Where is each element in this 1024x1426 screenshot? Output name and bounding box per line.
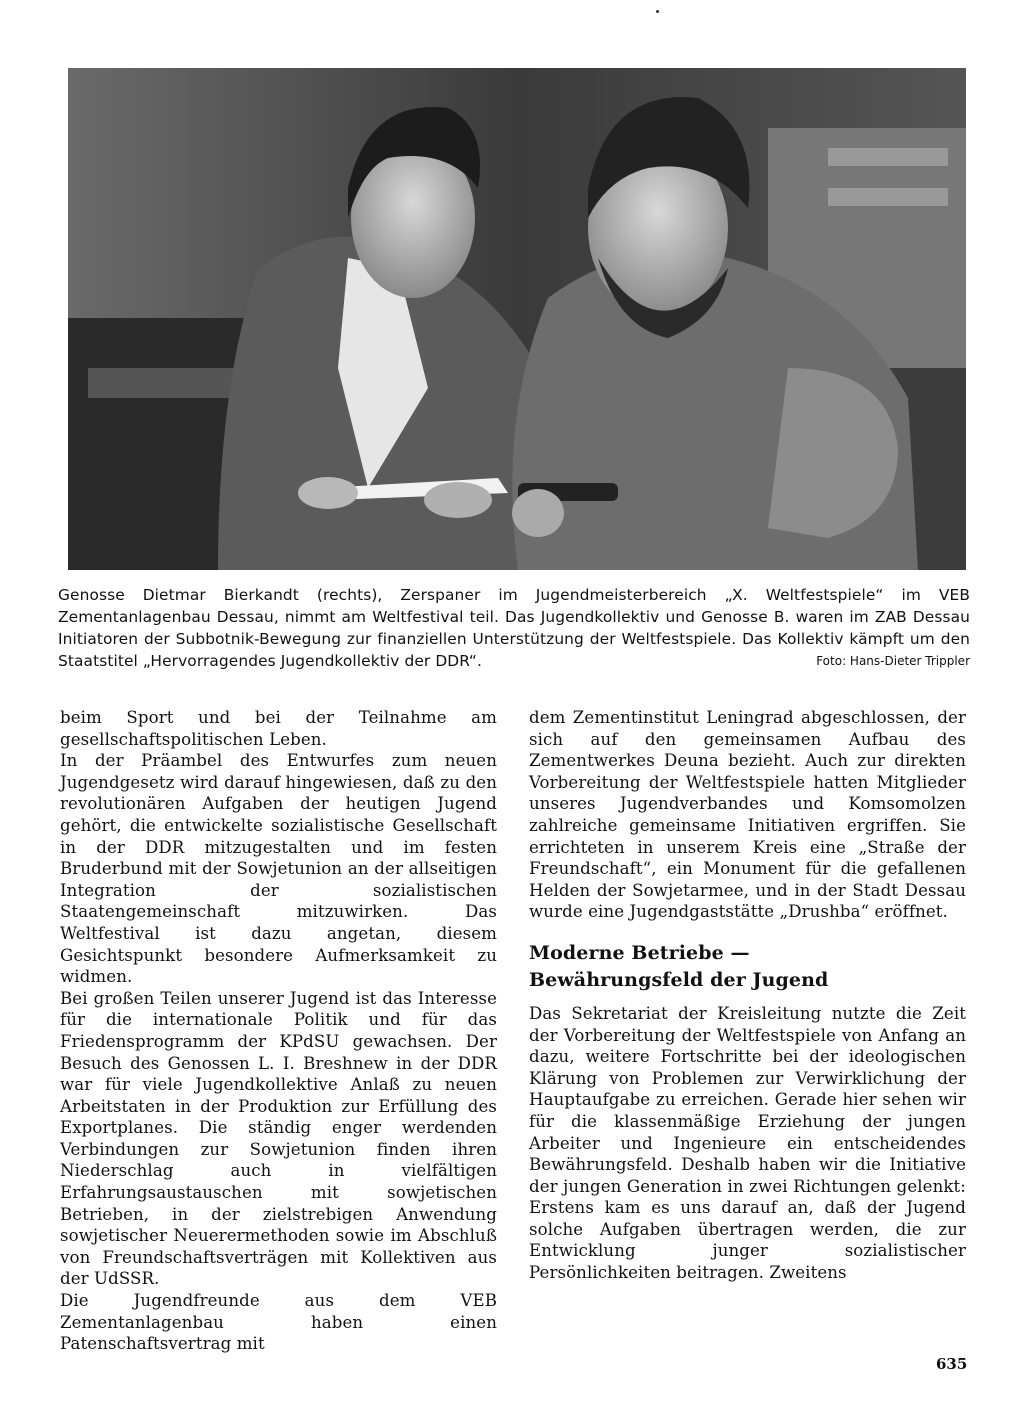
paragraph: beim Sport und bei der Teilnahme am gesellschaftspolitischen Leben.: [60, 708, 497, 749]
paragraph: dem Zementinstitut Leningrad abgeschlossen, der sich auf den gemeinsamen Aufbau des Zementwerkes Deuna bezieht. Auch zur direkten Vorbereitung der Weltfestspiele hatten Mitglieder unseres Jugendverbandes und Komsomolzen zahlreiche gemeinsame Initiativen ergriffen. Sie errichteten in unserem Kreis eine „Straße der Freundschaft“, ein Monument für die gefallenen Helden der Sowjetarmee, und in der Stadt Dessau wurde eine Jugendgaststätte „Drushba“ eröffnet.: [529, 708, 966, 922]
caption-text: Genosse Dietmar Bierkandt (rechts), Zerspaner im Jugendmeisterbereich „X. Weltfestspiele“ im VEB Zementanlagenbau Dessau, nimmt am Weltfestival teil. Das Jugendkollektiv und Genosse B. waren im ZAB Dessau Initiatoren der Subbotnik-Bewegung zur finanziellen Unterstützung der Weltfestspiele. Das Kollektiv kämpft um den Staatstitel „Hervorragendes Jugendkollektiv der DDR“.: [58, 586, 970, 670]
section-heading-line-1: Moderne Betriebe —: [529, 941, 750, 964]
photo-two-men-workshop-icon: [68, 68, 966, 570]
photograph: [68, 68, 966, 570]
right-column: [529, 707, 966, 1284]
paragraph: Das Sekretariat der Kreisleitung nutzte die Zeit der Vorbereitung der Weltfestspiele von Anfang an dazu, weitere Fortschritte bei der ideologischen Klärung von Problemen zur Verwirklichung der Hauptaufgabe zu erreichen. Gerade hier sehen wir für die klassenmäßige Erziehung der jungen Arbeiter und Ingenieure ein entscheidendes Bewährungsfeld. Deshalb haben wir die Initiative der jungen Generation in zwei Richtungen gelenkt: Erstens kam es uns darauf an, daß der Jugend solche Aufgaben übertragen werden, die zur Entwicklung junger sozialistischer Persönlichkeiten beitragen. Zweitens: [529, 1003, 966, 1283]
section-heading: [529, 940, 966, 994]
left-column: [60, 707, 497, 1355]
photo-credit: Foto: Hans-Dieter Trippler: [816, 654, 970, 668]
page-number: 635: [936, 1355, 968, 1373]
paragraph: Bei großen Teilen unserer Jugend ist das Interesse für die internationale Politik und für das Friedensprogramm der KPdSU gewachsen. Der Besuch des Genossen L. I. Breshnew in der DDR war für viele Jugendkollektive Anlaß zu neuen Arbeitstaten in der Produktion zur Erfüllung des Exportplanes. Die ständig enger werdenden Verbindungen zur Sowjetunion finden ihren Niederschlag auch in vielfältigen Erfahrungsaustauschen mit sowjetischen Betrieben, in der zielstrebigen Anwendung sowjetischer Neuerermethoden sowie im Abschluß von Freundschaftsverträgen mit Kollektiven aus der UdSSR.: [60, 988, 497, 1289]
section-heading-line-2: Bewährungsfeld der Jugend: [529, 968, 829, 991]
paragraph: In der Präambel des Entwurfes zum neuen Jugendgesetz wird darauf hingewiesen, daß zu den revolutionären Aufgaben der heutigen Jugend gehört, die entwickelte sozialistische Gesellschaft in der DDR mitzugestalten und im festen Bruderbund mit der Sowjetunion an der allseitigen Integration der sozialistischen Staatengemeinschaft mitzuwirken. Das Weltfestival ist dazu angetan, diesem Gesichtspunkt besondere Aufmerksamkeit zu widmen.: [60, 751, 497, 987]
print-speck: [656, 10, 659, 13]
paragraph: Die Jugendfreunde aus dem VEB Zementanlagenbau haben einen Patenschaftsvertrag mit: [60, 1291, 497, 1354]
